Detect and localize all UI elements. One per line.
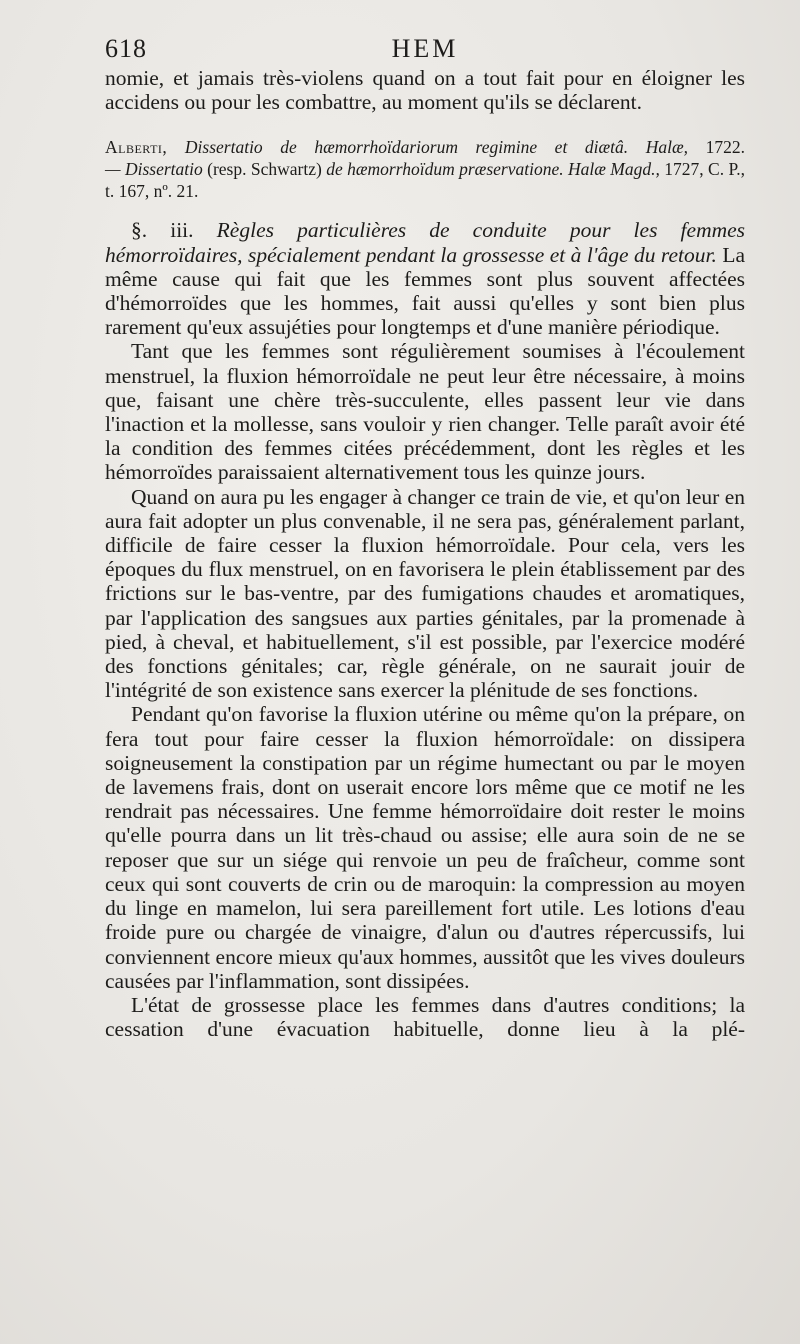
reference-lead: — Dissertatio <box>105 159 203 180</box>
paragraph: Quand on aura pu les engager à changer ce train de vie, et qu'on leur en aura fait adopter un plus convenable, il ne sera pas, généralement parlant, difficile de faire cesser la fluxion hémorroïdale. Pour cela, vers les époques du flux menstruel, on en favorisera le plein établissement par des frictions sur le bas-ventre, par des fumigations chaudes et aromatiques, par l'application des sangsues aux parties génitales, par la promenade à pied, à cheval, et habituellement, s'il est possible, par l'exercice modéré des fonctions génitales; car, règle générale, on ne saurait jouir de l'intégrité de son existence sans exercer la plénitude de ses fonctions. <box>105 484 745 703</box>
reference-author: Alberti, <box>105 137 168 158</box>
body-text <box>105 66 745 1041</box>
paragraph: Tant que les femmes sont régulièrement soumises à l'écoulement menstruel, la fluxion hémorroïdale ne peut leur être nécessaire, à moins que, faisant une chère très-succulente, elles passent leur vie dans l'inaction et la mollesse, sans vouloir y rien changer. Telle paraît avoir été la condition des femmes citées précédemment, dont les règles et les hémorroïdes paraissaient alternativement tous les quinze jours. <box>105 339 745 485</box>
section-body: La même cause qui fait que les femmes sont plus souvent affectées d'hémorroïdes que les hommes, fait aussi qu'elles y sont bien plus rarement qu'eux assujéties pour longtemps et d'une manière périodique. <box>105 242 746 340</box>
section-number: §. iii. <box>131 218 194 243</box>
section-title: Règles particulières de conduite pour les femmes hémorroïdaires, spécialement pendant la grossesse et à l'âge du retour. <box>105 218 746 267</box>
running-head: HEM <box>391 34 459 63</box>
paragraph-continuation: nomie, et jamais très-violens quand on a tout fait pour en éloigner les accidens ou pour les combattre, au moment qu'ils se déclarent. <box>105 66 745 115</box>
page-header <box>105 34 745 66</box>
paragraph: L'état de grossesse place les femmes dans d'autres conditions; la cessation d'une évacuation habituelle, donne lieu à la plé- <box>105 992 745 1042</box>
paragraph: Pendant qu'on favorise la fluxion utérine ou même qu'on la prépare, on fera tout pour faire cesser la fluxion hémorroïdale: on dissipera soigneusement la constipation par un régime humectant ou par le moyen de lavemens frais, dont on userait encore lors même que ce motif ne les rendrait pas nécessaires. Une femme hémorroïdaire doit rester le moins qu'elle pourra dans un lit très-chaud ou assise; elle aura soin de ne se reposer que sur un siége qui renvoie un peu de fraîcheur, comme sont ceux qui sont couverts de crin ou de maroquin: la compression au moyen du linge en mamelon, lui sera pareillement fort utile. Les lotions d'eau froide pure ou chargée de vinaigre, d'alun ou d'autres répercussifs, lui conviennent encore mieux qu'aux hommes, aussitôt que les vives douleurs causées par l'inflammation, sont dissipées. <box>105 702 745 993</box>
reference-respondent: (resp. Schwartz) <box>207 159 322 180</box>
reference-dissertatio <box>105 158 745 202</box>
reference-year: 1722. <box>705 137 746 158</box>
reference-title: Dissertatio de hæmorrhoïdariorum regimine et diætâ. Halæ, <box>184 137 689 158</box>
reference-details: 1727, C. P., t. 167, nº. 21. <box>105 159 745 202</box>
reference-title: de hæmorrhoïdum præservatione. Halæ Magd., <box>326 159 660 180</box>
reference-alberti <box>105 136 745 158</box>
section-paragraph <box>105 218 745 339</box>
page-number: 618 <box>105 34 147 63</box>
